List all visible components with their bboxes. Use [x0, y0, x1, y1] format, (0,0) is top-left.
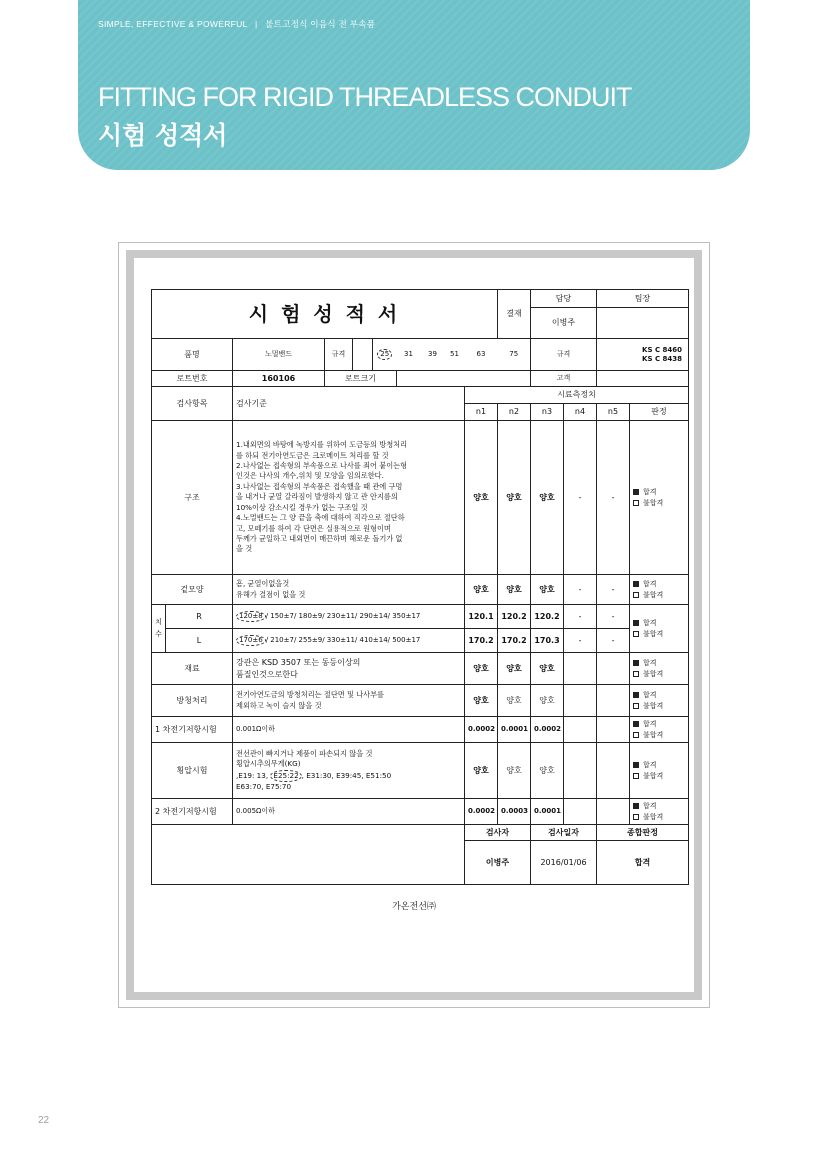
- item-header: 검사항목: [152, 387, 233, 421]
- pass-checkbox: [633, 721, 639, 727]
- rustproof-n1: 양호: [465, 685, 498, 717]
- product-value: 노멀밴드: [233, 339, 325, 371]
- tagline-ko: 불트고정식 이음식 전 부속품: [265, 19, 376, 29]
- standard-1: KS C 8460: [642, 345, 683, 354]
- structure-judgement: 합격 불합격: [630, 421, 689, 575]
- standard-2: KS C 8438: [642, 354, 683, 363]
- pass-checkbox: [633, 581, 639, 587]
- spec-blank: [353, 339, 373, 371]
- size-25: 25: [373, 339, 397, 371]
- dim-r-n2: 120.2: [498, 605, 531, 629]
- date-label: 검사일자: [531, 825, 597, 841]
- structure-n2: 양호: [498, 421, 531, 575]
- inspection-date: 2016/01/06: [531, 841, 597, 885]
- resistance1-n4: [564, 717, 597, 743]
- crush-criteria: 전선관이 빠지거나 제품이 파손되지 않을 것 횡압시추의무게(KG) ,E19: 13, E25:22 , E31:30, E39:45, E51:50 E63:70, E75:70: [233, 743, 465, 799]
- rustproof-n5: [597, 685, 630, 717]
- dim-r-n4: -: [564, 605, 597, 629]
- dim-l-n4: -: [564, 629, 597, 653]
- appearance-label: 겉모양: [152, 575, 233, 605]
- pass-checkbox: [633, 692, 639, 698]
- page-number: 22: [38, 1115, 50, 1126]
- dim-l-n5: -: [597, 629, 630, 653]
- crush-n1: 양호: [465, 743, 498, 799]
- resistance1-n3: 0.0002: [531, 717, 564, 743]
- approval-label: 결재: [498, 290, 531, 339]
- resistance1-judgement: 합격 불합격: [630, 717, 689, 743]
- structure-n4: -: [564, 421, 597, 575]
- material-criteria: 강관은 KSD 3507 또는 동등이상의 품질인것으로한다: [233, 653, 465, 685]
- crush-n4: [564, 743, 597, 799]
- page-title-en: FITTING FOR RIGID THREADLESS CONDUIT: [98, 82, 632, 112]
- inspector-name: 이병주: [465, 841, 531, 885]
- dimension-r-label: R: [166, 605, 233, 629]
- size-31: 31: [397, 339, 421, 371]
- fail-checkbox: [633, 773, 639, 779]
- rustproof-label: 방청처리: [152, 685, 233, 717]
- tagline-separator: |: [254, 19, 258, 29]
- crush-n5: [597, 743, 630, 799]
- appearance-n2: 양호: [498, 575, 531, 605]
- size-39: 39: [421, 339, 445, 371]
- spec-label: 규격: [325, 339, 353, 371]
- structure-criteria: 1.내외면의 바탕에 녹방지를 위하여 도금등의 방청처리 를 하되 전기아연도금은 크로메이트 처리를 할 것 2.나사없는 접속형의 부속품으로 나사를 죄어 붙이는형 인것은 나사의 개수,위치 및 모양을 임의로한다. 3.나사없는 접속형의 부속품은 접속했을 때 관에 구멍 을 내거나 균열 갈라짐이 발생하지 않고 관 안지름의 10%이상 감소시킬 경우가 없는 구조일 것 4.노멀밴드는 그 양 끝을 축에 대하여 직각으로 절단하 고, 모떼기를 하여 각 단면은 실용적으로 원형이며 두께가 균일하고 내외면이 매끈하며 해로운 돌기가 없 을 것: [233, 421, 465, 575]
- lot-size-label: 로트크기: [325, 371, 397, 387]
- appearance-n4: -: [564, 575, 597, 605]
- in-charge-name: 이병주: [531, 308, 597, 339]
- dimension-l-criteria: 170±6 / 210±7/ 255±9/ 330±11/ 410±14/ 500±17: [233, 629, 465, 653]
- dim-l-n2: 170.2: [498, 629, 531, 653]
- in-charge-label: 담당: [531, 290, 597, 308]
- resistance2-judgement: 합격 불합격: [630, 799, 689, 825]
- rustproof-n3: 양호: [531, 685, 564, 717]
- resistance1-n1: 0.0002: [465, 717, 498, 743]
- test-certificate-table: [151, 289, 689, 885]
- resistance2-criteria: 0.005Ω이하: [233, 799, 465, 825]
- col-n4: n4: [564, 404, 597, 421]
- structure-n1: 양호: [465, 421, 498, 575]
- team-leader-label: 팀장: [597, 290, 689, 308]
- fail-checkbox: [633, 671, 639, 677]
- dimension-r-criteria: 120±8 / 150±7/ 180±9/ 230±11/ 290±14/ 350±17: [233, 605, 465, 629]
- standard-values: [597, 339, 689, 371]
- dimension-label: 치 수: [152, 605, 166, 653]
- dim-r-n1: 120.1: [465, 605, 498, 629]
- structure-n3: 양호: [531, 421, 564, 575]
- resistance2-n3: 0.0001: [531, 799, 564, 825]
- dimension-judgement: 합격 불합격: [630, 605, 689, 653]
- fail-checkbox: [633, 592, 639, 598]
- pass-checkbox: [633, 803, 639, 809]
- resistance2-n2: 0.0003: [498, 799, 531, 825]
- fail-checkbox: [633, 814, 639, 820]
- size-63: 63: [465, 339, 498, 371]
- pass-checkbox: [633, 762, 639, 768]
- rustproof-n2: 양호: [498, 685, 531, 717]
- header-tagline: [98, 18, 375, 30]
- resistance1-n5: [597, 717, 630, 743]
- size-51: 51: [445, 339, 465, 371]
- footer-blank: [152, 825, 465, 885]
- fail-checkbox: [633, 500, 639, 506]
- resistance1-criteria: 0.001Ω이하: [233, 717, 465, 743]
- overall-label: 종합판정: [597, 825, 689, 841]
- product-label: 품명: [152, 339, 233, 371]
- pass-checkbox: [633, 489, 639, 495]
- material-n3: 양호: [531, 653, 564, 685]
- structure-label: 구조: [152, 421, 233, 575]
- resistance1-label: 1 차전기저항시험: [152, 717, 233, 743]
- resistance1-n2: 0.0001: [498, 717, 531, 743]
- size-75: 75: [498, 339, 531, 371]
- rustproof-criteria: 전기아연도금의 방청처리는 절단면 및 나사부를 제외하고 녹이 슬지 않을 것: [233, 685, 465, 717]
- rustproof-judgement: 합격 불합격: [630, 685, 689, 717]
- customer-value: [597, 371, 689, 387]
- col-n3: n3: [531, 404, 564, 421]
- crush-n2: 양호: [498, 743, 531, 799]
- col-n2: n2: [498, 404, 531, 421]
- fail-checkbox: [633, 631, 639, 637]
- overall-result: 합격: [597, 841, 689, 885]
- dim-r-n3: 120.2: [531, 605, 564, 629]
- material-n1: 양호: [465, 653, 498, 685]
- sample-header: 시료측정치: [465, 387, 689, 404]
- dim-r-n5: -: [597, 605, 630, 629]
- pass-checkbox: [633, 660, 639, 666]
- criteria-header: 검사기준: [233, 387, 465, 421]
- fail-checkbox: [633, 732, 639, 738]
- page-title-ko: 시험 성적서: [98, 121, 228, 150]
- company-name: 가온전선㈜: [392, 902, 436, 912]
- team-leader-signature: [597, 308, 689, 339]
- resistance2-label: 2 차전기저항시험: [152, 799, 233, 825]
- standard-label: 규격: [531, 339, 597, 371]
- resistance2-n1: 0.0002: [465, 799, 498, 825]
- appearance-n5: -: [597, 575, 630, 605]
- dim-l-n3: 170.3: [531, 629, 564, 653]
- dimension-l-label: L: [166, 629, 233, 653]
- certificate-title: 시 험 성 적 서: [152, 290, 498, 339]
- tagline-en: SIMPLE, EFFECTIVE & POWERFUL: [98, 19, 248, 29]
- dim-l-n1: 170.2: [465, 629, 498, 653]
- lot-value: 160106: [233, 371, 325, 387]
- material-n2: 양호: [498, 653, 531, 685]
- inspector-label: 검사자: [465, 825, 531, 841]
- resistance2-n4: [564, 799, 597, 825]
- material-judgement: 합격 불합격: [630, 653, 689, 685]
- pass-checkbox: [633, 620, 639, 626]
- structure-n5: -: [597, 421, 630, 575]
- appearance-criteria: 흠, 균열이없을것 유해가 결점이 없을 것: [233, 575, 465, 605]
- material-n4: [564, 653, 597, 685]
- material-n5: [597, 653, 630, 685]
- lot-size-value: [397, 371, 531, 387]
- customer-label: 고객: [531, 371, 597, 387]
- resistance2-n5: [597, 799, 630, 825]
- col-n1: n1: [465, 404, 498, 421]
- appearance-n1: 양호: [465, 575, 498, 605]
- col-judgement: 판정: [630, 404, 689, 421]
- crush-judgement: 합격 불합격: [630, 743, 689, 799]
- appearance-n3: 양호: [531, 575, 564, 605]
- material-label: 재료: [152, 653, 233, 685]
- appearance-judgement: 합격 불합격: [630, 575, 689, 605]
- lot-label: 로트번호: [152, 371, 233, 387]
- fail-checkbox: [633, 703, 639, 709]
- crush-n3: 양호: [531, 743, 564, 799]
- crush-label: 횡압시험: [152, 743, 233, 799]
- col-n5: n5: [597, 404, 630, 421]
- rustproof-n4: [564, 685, 597, 717]
